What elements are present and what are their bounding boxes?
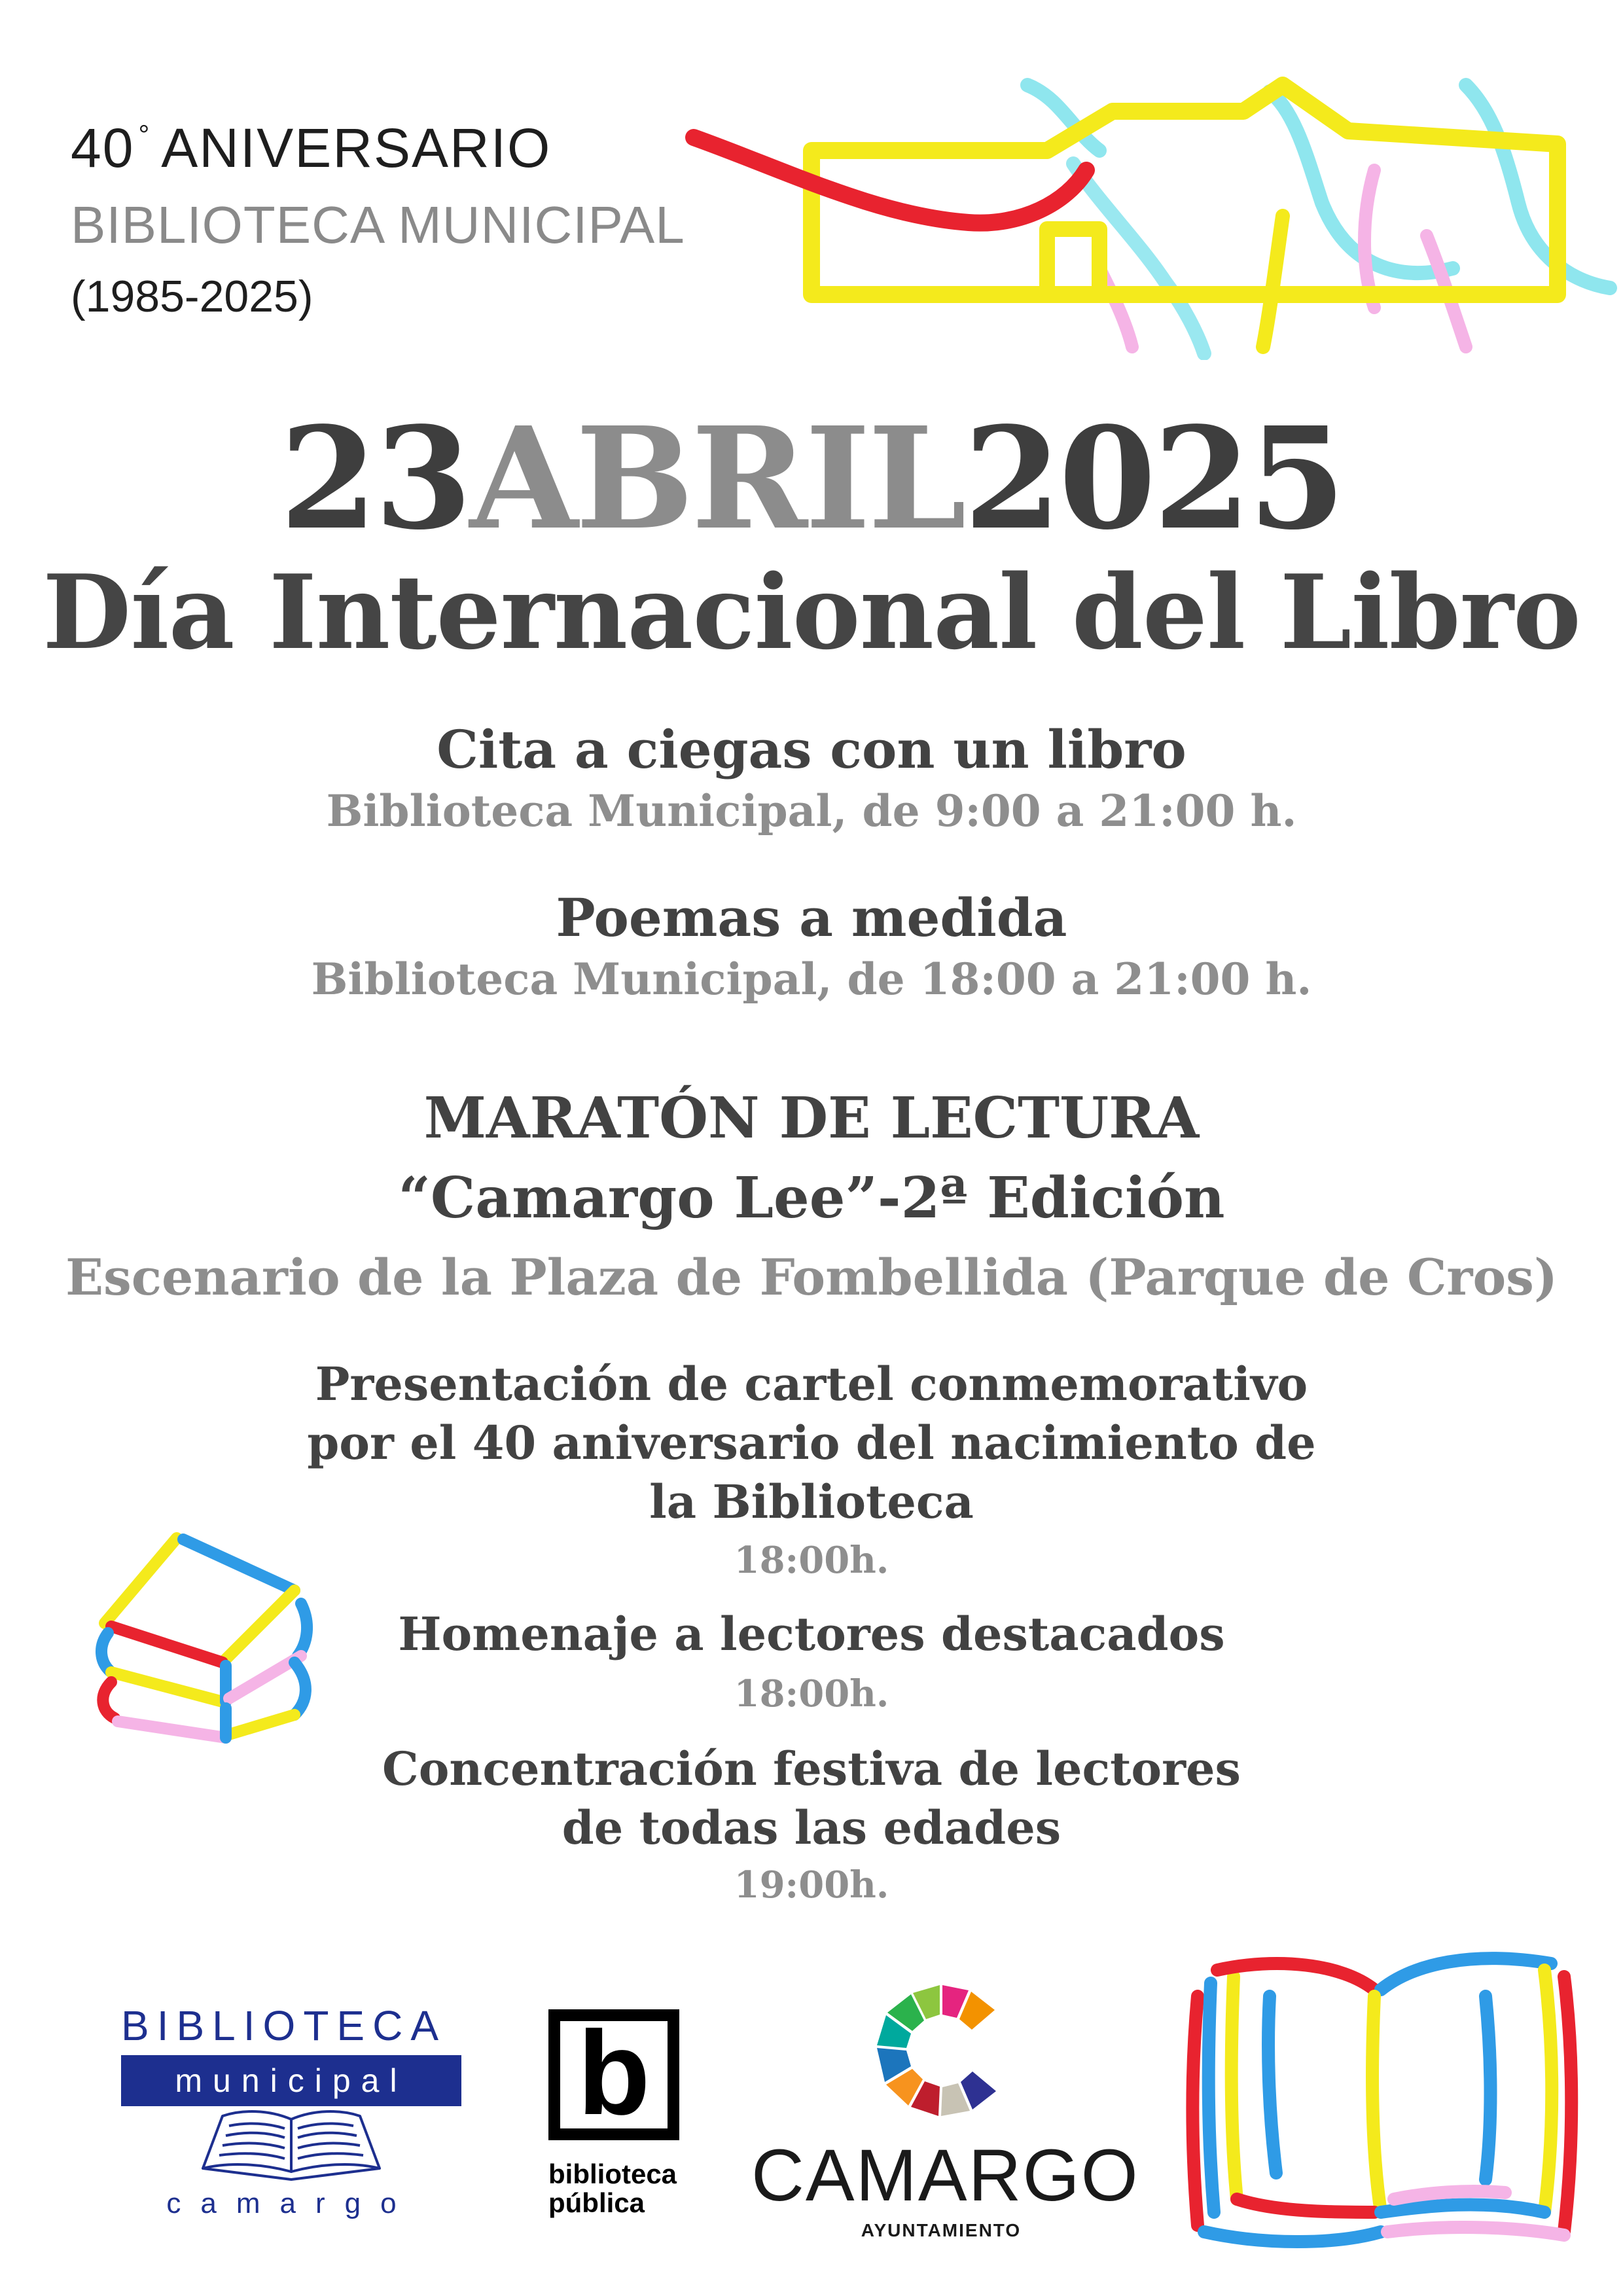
event-poemas-detail: Biblioteca Municipal, de 18:00 a 21:00 h. (311, 954, 1312, 1005)
event-presentacion-line1: Presentación de cartel conmemorativo (315, 1357, 1308, 1411)
library-name-heading: BIBLIOTECA MUNICIPAL (71, 196, 685, 254)
date-month: ABRIL (469, 397, 964, 561)
anniversary-years: (1985-2025) (71, 272, 313, 321)
event-maraton-location: Escenario de la Plaza de Fombellida (Parque de Cros) (65, 1248, 1558, 1306)
date-day: 23 (279, 397, 470, 561)
event-maraton-title: MARATÓN DE LECTURA (423, 1085, 1200, 1151)
open-book-doodle (1178, 1937, 1584, 2251)
stacked-books-doodle (85, 1525, 327, 1748)
main-title: Día Internacional del Libro (43, 552, 1580, 672)
logo-camargo-name: CAMARGO (751, 2134, 1139, 2216)
event-homenaje-time: 18:00h. (734, 1672, 889, 1715)
event-poemas-title: Poemas a medida (556, 887, 1067, 948)
logo-bp-line2: pública (548, 2187, 645, 2218)
event-date (0, 397, 1623, 561)
logo-bp-line1: biblioteca (548, 2159, 677, 2189)
anniversary-word: ANIVERSARIO (161, 117, 552, 179)
anniversary-number: 40 (71, 117, 135, 179)
event-presentacion-line3: la Biblioteca (649, 1475, 974, 1529)
library-building-doodle (681, 72, 1623, 360)
date-year: 2025 (963, 397, 1344, 561)
event-maraton-subtitle: “Camargo Lee”-2ª Edición (398, 1165, 1225, 1231)
event-homenaje-title: Homenaje a lectores destacados (398, 1607, 1225, 1661)
event-cita-title: Cita a ciegas con un libro (437, 719, 1186, 780)
logo-bib-band (121, 2055, 461, 2106)
logo-bib-title: BIBLIOTECA (121, 2002, 446, 2049)
event-presentacion-line2: por el 40 aniversario del nacimiento de (307, 1416, 1316, 1470)
event-presentacion-time: 18:00h. (734, 1539, 889, 1582)
logo-camargo-subtitle: AYUNTAMIENTO (861, 2220, 1022, 2240)
degree-symbol: ° (138, 119, 151, 150)
logo-bib-band-text: municipal (175, 2062, 408, 2099)
logo-bib-foot: camargo (166, 2187, 416, 2219)
event-concentracion-line2: de todas las edades (562, 1801, 1061, 1855)
event-cita-detail: Biblioteca Municipal, de 9:00 a 21:00 h. (326, 785, 1297, 836)
logo-bp-letter: b (577, 2006, 651, 2140)
camargo-emblem-icon (874, 1982, 1011, 2119)
event-concentracion-time: 19:00h. (734, 1863, 889, 1907)
anniversary-heading (71, 117, 551, 180)
open-book-icon (196, 2106, 386, 2185)
event-concentracion-line1: Concentración festiva de lectores (382, 1742, 1241, 1796)
